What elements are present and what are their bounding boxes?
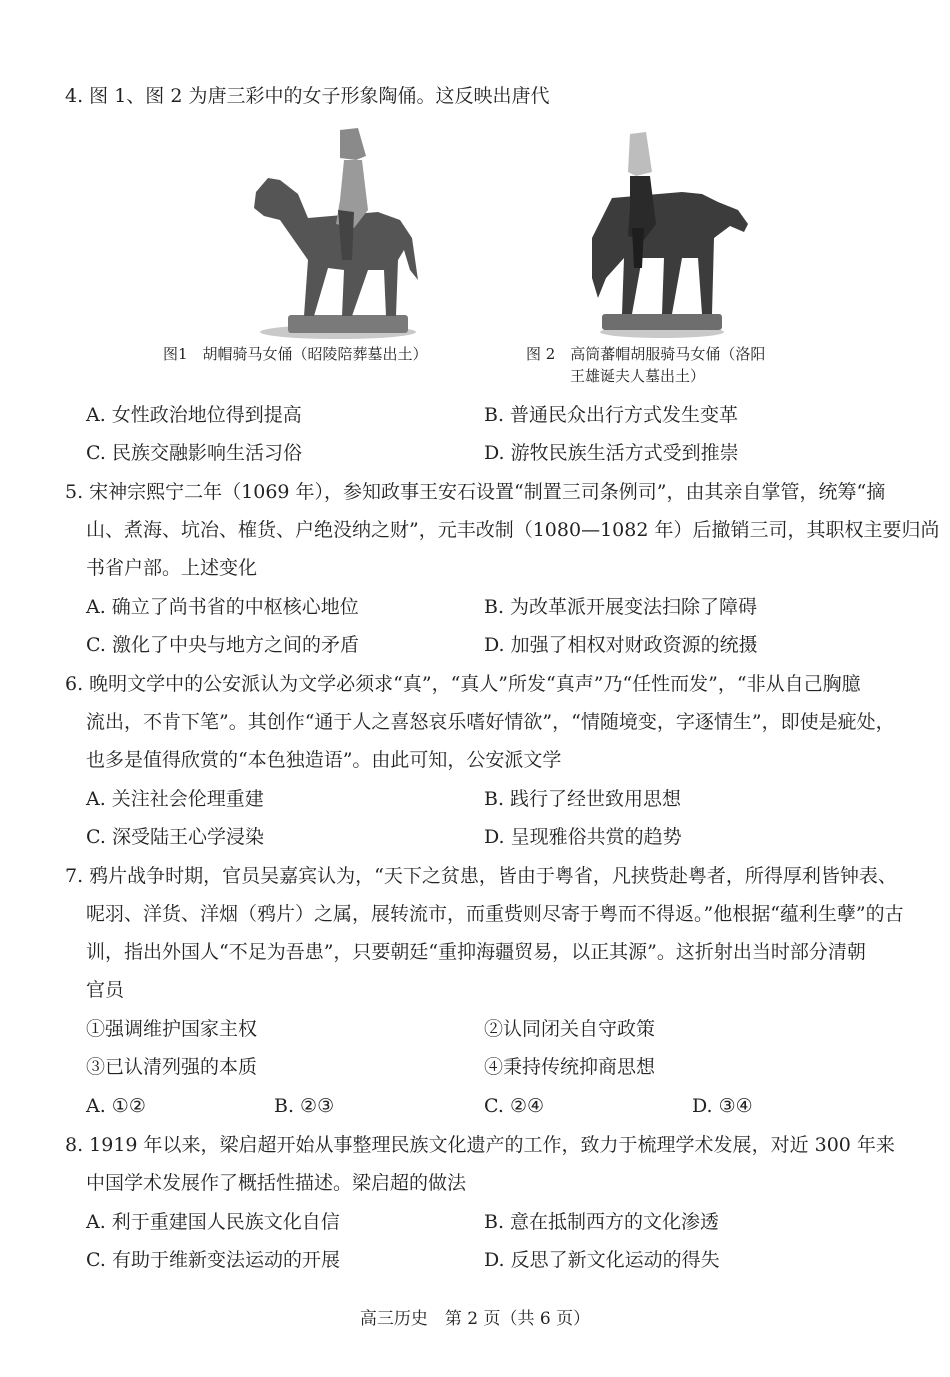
- q8-option-a[interactable]: A. 利于重建国人民族文化自信: [86, 1211, 340, 1233]
- q7-option-c[interactable]: C. ②④: [484, 1095, 545, 1117]
- q5-option-a[interactable]: A. 确立了尚书省的中枢核心地位: [86, 596, 359, 618]
- q6-stem-line-1: 6. 晚明文学中的公安派认为文学必须求“真”，“真人”所发“真声”乃“任性而发”，“非从自己胸臆: [65, 673, 861, 695]
- q7-item-4: ④秉持传统抑商思想: [484, 1056, 656, 1078]
- q7-option-b[interactable]: B. ②③: [274, 1095, 335, 1117]
- q7-stem-line-4: 官员: [86, 979, 125, 1001]
- q4-option-a[interactable]: A. 女性政治地位得到提高: [86, 404, 302, 426]
- q6-option-c[interactable]: C. 深受陆王心学浸染: [86, 826, 264, 848]
- q4-option-b[interactable]: B. 普通民众出行方式发生变革: [484, 404, 739, 426]
- q7-option-a[interactable]: A. ①②: [86, 1095, 146, 1117]
- q7-item-2: ②认同闭关自守政策: [484, 1018, 656, 1040]
- q7-stem-line-1: 7. 鸦片战争时期，官员吴嘉宾认为，“天下之贫患，皆由于粤省，凡挟赀赴粤者，所得厚利皆钟表、: [65, 865, 897, 887]
- q5-option-d[interactable]: D. 加强了相权对财政资源的统摄: [484, 634, 758, 656]
- q4-option-d[interactable]: D. 游牧民族生活方式受到推崇: [484, 442, 739, 464]
- figure-2-image: [572, 128, 757, 340]
- q7-option-d[interactable]: D. ③④: [692, 1095, 753, 1117]
- q6-stem-line-2: 流出，不肯下笔”。其创作“通于人之喜怒哀乐嗜好情欲”，“情随境变，字逐情生”，即使是疵处，: [86, 711, 895, 733]
- q4-stem: 4. 图 1、图 2 为唐三彩中的女子形象陶俑。这反映出唐代: [65, 85, 550, 107]
- q7-item-3: ③已认清列强的本质: [86, 1056, 258, 1078]
- figure-2-caption-line-1: 图 2 高筒蕃帽胡服骑马女俑（洛阳: [526, 345, 766, 363]
- q4-option-c[interactable]: C. 民族交融影响生活习俗: [86, 442, 302, 464]
- figure-1-caption: 图1 胡帽骑马女俑（昭陵陪葬墓出土）: [163, 345, 428, 363]
- figure-1-image: [228, 120, 438, 342]
- q5-option-b[interactable]: B. 为改革派开展变法扫除了障碍: [484, 596, 758, 618]
- q6-option-a[interactable]: A. 关注社会伦理重建: [86, 788, 264, 810]
- q7-stem-line-2: 呢羽、洋货、洋烟（鸦片）之属，展转流市，而重赀则尽寄于粤而不得返。”他根据“蕴利生孽”的古: [86, 903, 904, 925]
- q5-stem-line-1: 5. 宋神宗熙宁二年（1069 年），参知政事王安石设置“制置三司条例司”，由其亲自掌管，统筹“摘: [65, 481, 886, 503]
- q8-stem-line-2: 中国学术发展作了概括性描述。梁启超的做法: [86, 1172, 467, 1194]
- q6-stem-line-3: 也多是值得欣赏的“本色独造语”。由此可知，公安派文学: [86, 749, 562, 771]
- figure-2-caption-line-2: 王雄诞夫人墓出土）: [570, 367, 706, 385]
- q5-option-c[interactable]: C. 激化了中央与地方之间的矛盾: [86, 634, 359, 656]
- q7-item-1: ①强调维护国家主权: [86, 1018, 258, 1040]
- q8-stem-line-1: 8. 1919 年以来，梁启超开始从事整理民族文化遗产的工作，致力于梳理学术发展，对近 300 年来: [65, 1134, 895, 1156]
- q6-option-d[interactable]: D. 呈现雅俗共赏的趋势: [484, 826, 682, 848]
- q6-option-b[interactable]: B. 践行了经世致用思想: [484, 788, 682, 810]
- q8-option-c[interactable]: C. 有助于维新变法运动的开展: [86, 1249, 340, 1271]
- q8-option-b[interactable]: B. 意在抵制西方的文化渗透: [484, 1211, 720, 1233]
- q5-stem-line-3: 书省户部。上述变化: [86, 557, 258, 579]
- q5-stem-line-2: 山、煮海、坑冶、榷货、户绝没纳之财”，元丰改制（1080—1082 年）后撤销三司，其职权主要归尚: [86, 519, 940, 541]
- q8-option-d[interactable]: D. 反思了新文化运动的得失: [484, 1249, 720, 1271]
- page-footer: 高三历史 第 2 页（共 6 页）: [359, 1309, 591, 1329]
- q7-stem-line-3: 训，指出外国人“不足为吾患”，只要朝廷“重抑海疆贸易，以正其源”。这折射出当时部分清朝: [86, 941, 866, 963]
